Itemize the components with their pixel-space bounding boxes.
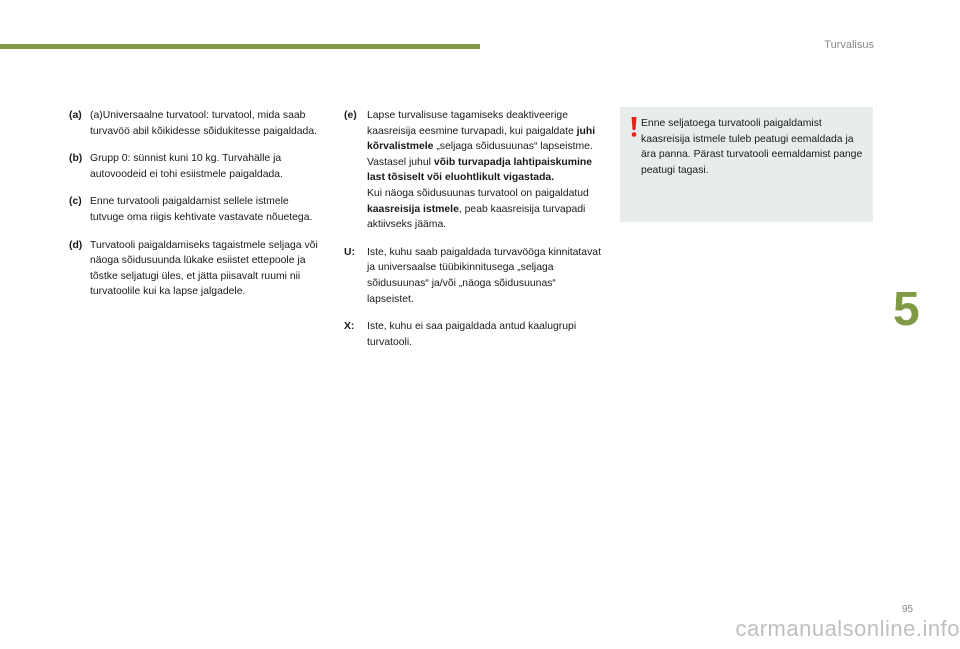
item-text: Turvatooli paigaldamiseks tagaistmele seljaga või näoga sõidusuunda lükake esiistet ettepoole ja tõstke seljatugi üles, et jätta piisavalt ruumi nii turvatoolile kui ka lapse jalgadele. bbox=[90, 239, 318, 298]
right-column bbox=[344, 108, 602, 362]
text-run: „seljaga sõidusuunas“ lapseistme. Vastasel juhul bbox=[367, 141, 593, 168]
left-column bbox=[69, 108, 325, 312]
item-text: (a)Universaalne turvatool: turvatool, mida saab turvavöö abil kõikidesse sõidukitesse paigaldada. bbox=[90, 110, 318, 137]
item-key: (c) bbox=[69, 196, 82, 208]
bold-text: võib turvapadja lahtipaiskumine last tõsiselt või eluohtlikult vigastada. bbox=[367, 156, 593, 184]
text-run: , peab kaasreisija turvapadi aktiivseks jääma. bbox=[367, 203, 586, 231]
list-item bbox=[69, 108, 325, 139]
text-run: Lapse turvalisuse tagamiseks deaktiveerige kaasreisija eesmine turvapadi, kui paigaldate bbox=[367, 110, 577, 137]
exclamation-icon bbox=[629, 116, 639, 138]
list-item-u bbox=[344, 245, 602, 307]
list-item bbox=[69, 238, 325, 300]
list-item bbox=[69, 194, 325, 225]
text-run: Kui näoga sõidusuunas turvatool on paigaldatud bbox=[367, 187, 589, 199]
item-text: Iste, kuhu saab paigaldada turvavööga kinnitatavat ja universaalse tüübikinnitusega „seljaga sõidusuunas“ ja/või „näoga sõidusuunas“ lapseistet. bbox=[367, 246, 601, 305]
item-key: X: bbox=[344, 321, 355, 333]
bold-text: kaasreisija istmele bbox=[367, 203, 459, 215]
item-key: (b) bbox=[69, 153, 83, 165]
item-text: Grupp 0: sünnist kuni 10 kg. Turvahälle ja autovoodeid ei tohi esiistmele paigaldada. bbox=[90, 153, 283, 180]
bold-text: juhi kõrvalistmele bbox=[367, 125, 596, 153]
list-item-e bbox=[344, 108, 602, 233]
item-key: (e) bbox=[344, 110, 357, 121]
item-text: Enne turvatooli paigaldamist sellele istmele tutvuge oma riigis kehtivate vastavate nõuetega. bbox=[90, 196, 313, 223]
header-accent-bar bbox=[0, 44, 480, 49]
item-text bbox=[367, 108, 602, 233]
warning-text: Enne seljatoega turvatooli paigaldamist kaasreisija istmele tuleb peatugi eemaldada ja ära panna. Pärast turvatooli eemaldamist pange peatugi tagasi. bbox=[641, 118, 863, 176]
warning-box bbox=[620, 107, 873, 222]
section-title: Turvalisus bbox=[824, 39, 874, 51]
item-key: (d) bbox=[69, 239, 83, 251]
item-key: U: bbox=[344, 246, 355, 258]
list-item bbox=[69, 151, 325, 182]
list-item-x bbox=[344, 319, 602, 350]
watermark-text: carmanualsonline.info bbox=[735, 616, 960, 641]
page-number: 95 bbox=[902, 604, 914, 615]
chapter-number: 5 bbox=[893, 283, 920, 336]
item-key: (a) bbox=[69, 110, 82, 121]
item-text: Iste, kuhu ei saa paigaldada antud kaalugrupi turvatooli. bbox=[367, 321, 577, 348]
